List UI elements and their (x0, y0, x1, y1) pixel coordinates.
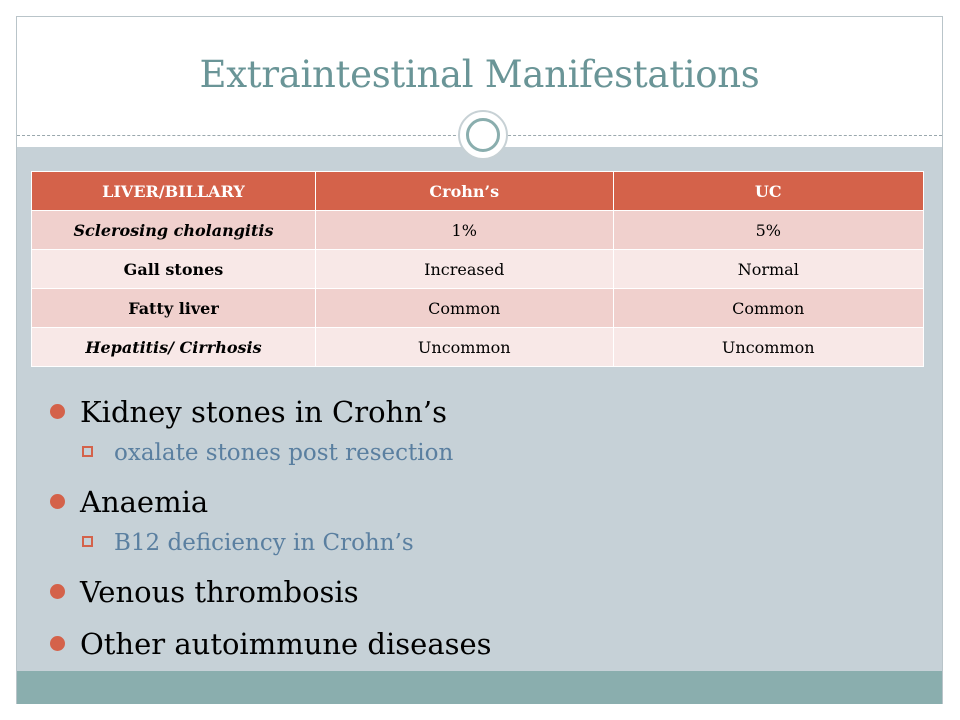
table-header-cell: UC (613, 172, 923, 211)
footer-bar (17, 671, 942, 704)
table-row (32, 250, 924, 289)
table-row-header: Fatty liver (32, 289, 316, 328)
sub-bullet-square-icon (82, 536, 93, 547)
bullet-item (50, 390, 492, 434)
table-row-header: Hepatitis/ Cirrhosis (32, 328, 316, 367)
sub-bullet-text: B12 deficiency in Crohn’s (114, 530, 414, 556)
table-row (32, 328, 924, 367)
bullet-text: Venous thrombosis (80, 575, 359, 609)
sub-bullet-item (50, 434, 492, 472)
sub-bullet-text: oxalate stones post resection (114, 440, 454, 466)
table-cell: Common (315, 289, 613, 328)
bullet-dot-icon (50, 584, 65, 599)
table-cell: Uncommon (613, 328, 923, 367)
table-header-row (32, 172, 924, 211)
table-cell: 5% (613, 211, 923, 250)
circle-ornament-icon (458, 110, 508, 160)
bullet-dot-icon (50, 404, 65, 419)
bullet-text: Anaemia (80, 485, 209, 519)
liver-biliary-table (31, 171, 924, 367)
bullet-item (50, 622, 492, 666)
table-cell: Increased (315, 250, 613, 289)
bullet-dot-icon (50, 636, 65, 651)
table-row-header: Sclerosing cholangitis (32, 211, 316, 250)
table-cell: Common (613, 289, 923, 328)
sub-bullet-square-icon (82, 446, 93, 457)
table-cell: Uncommon (315, 328, 613, 367)
table-header-cell: Crohn’s (315, 172, 613, 211)
table-row (32, 211, 924, 250)
sub-bullet-item (50, 524, 492, 562)
table-row (32, 289, 924, 328)
slide-title: Extraintestinal Manifestations (199, 53, 760, 96)
bullet-item (50, 570, 492, 614)
table-row-header: Gall stones (32, 250, 316, 289)
bullet-dot-icon (50, 494, 65, 509)
bullet-list (50, 390, 492, 666)
bullet-text: Kidney stones in Crohn’s (80, 395, 448, 429)
table-cell: Normal (613, 250, 923, 289)
table-header-cell: LIVER/BILLARY (32, 172, 316, 211)
bullet-text: Other autoimmune diseases (80, 627, 492, 661)
bullet-item (50, 480, 492, 524)
table-cell: 1% (315, 211, 613, 250)
